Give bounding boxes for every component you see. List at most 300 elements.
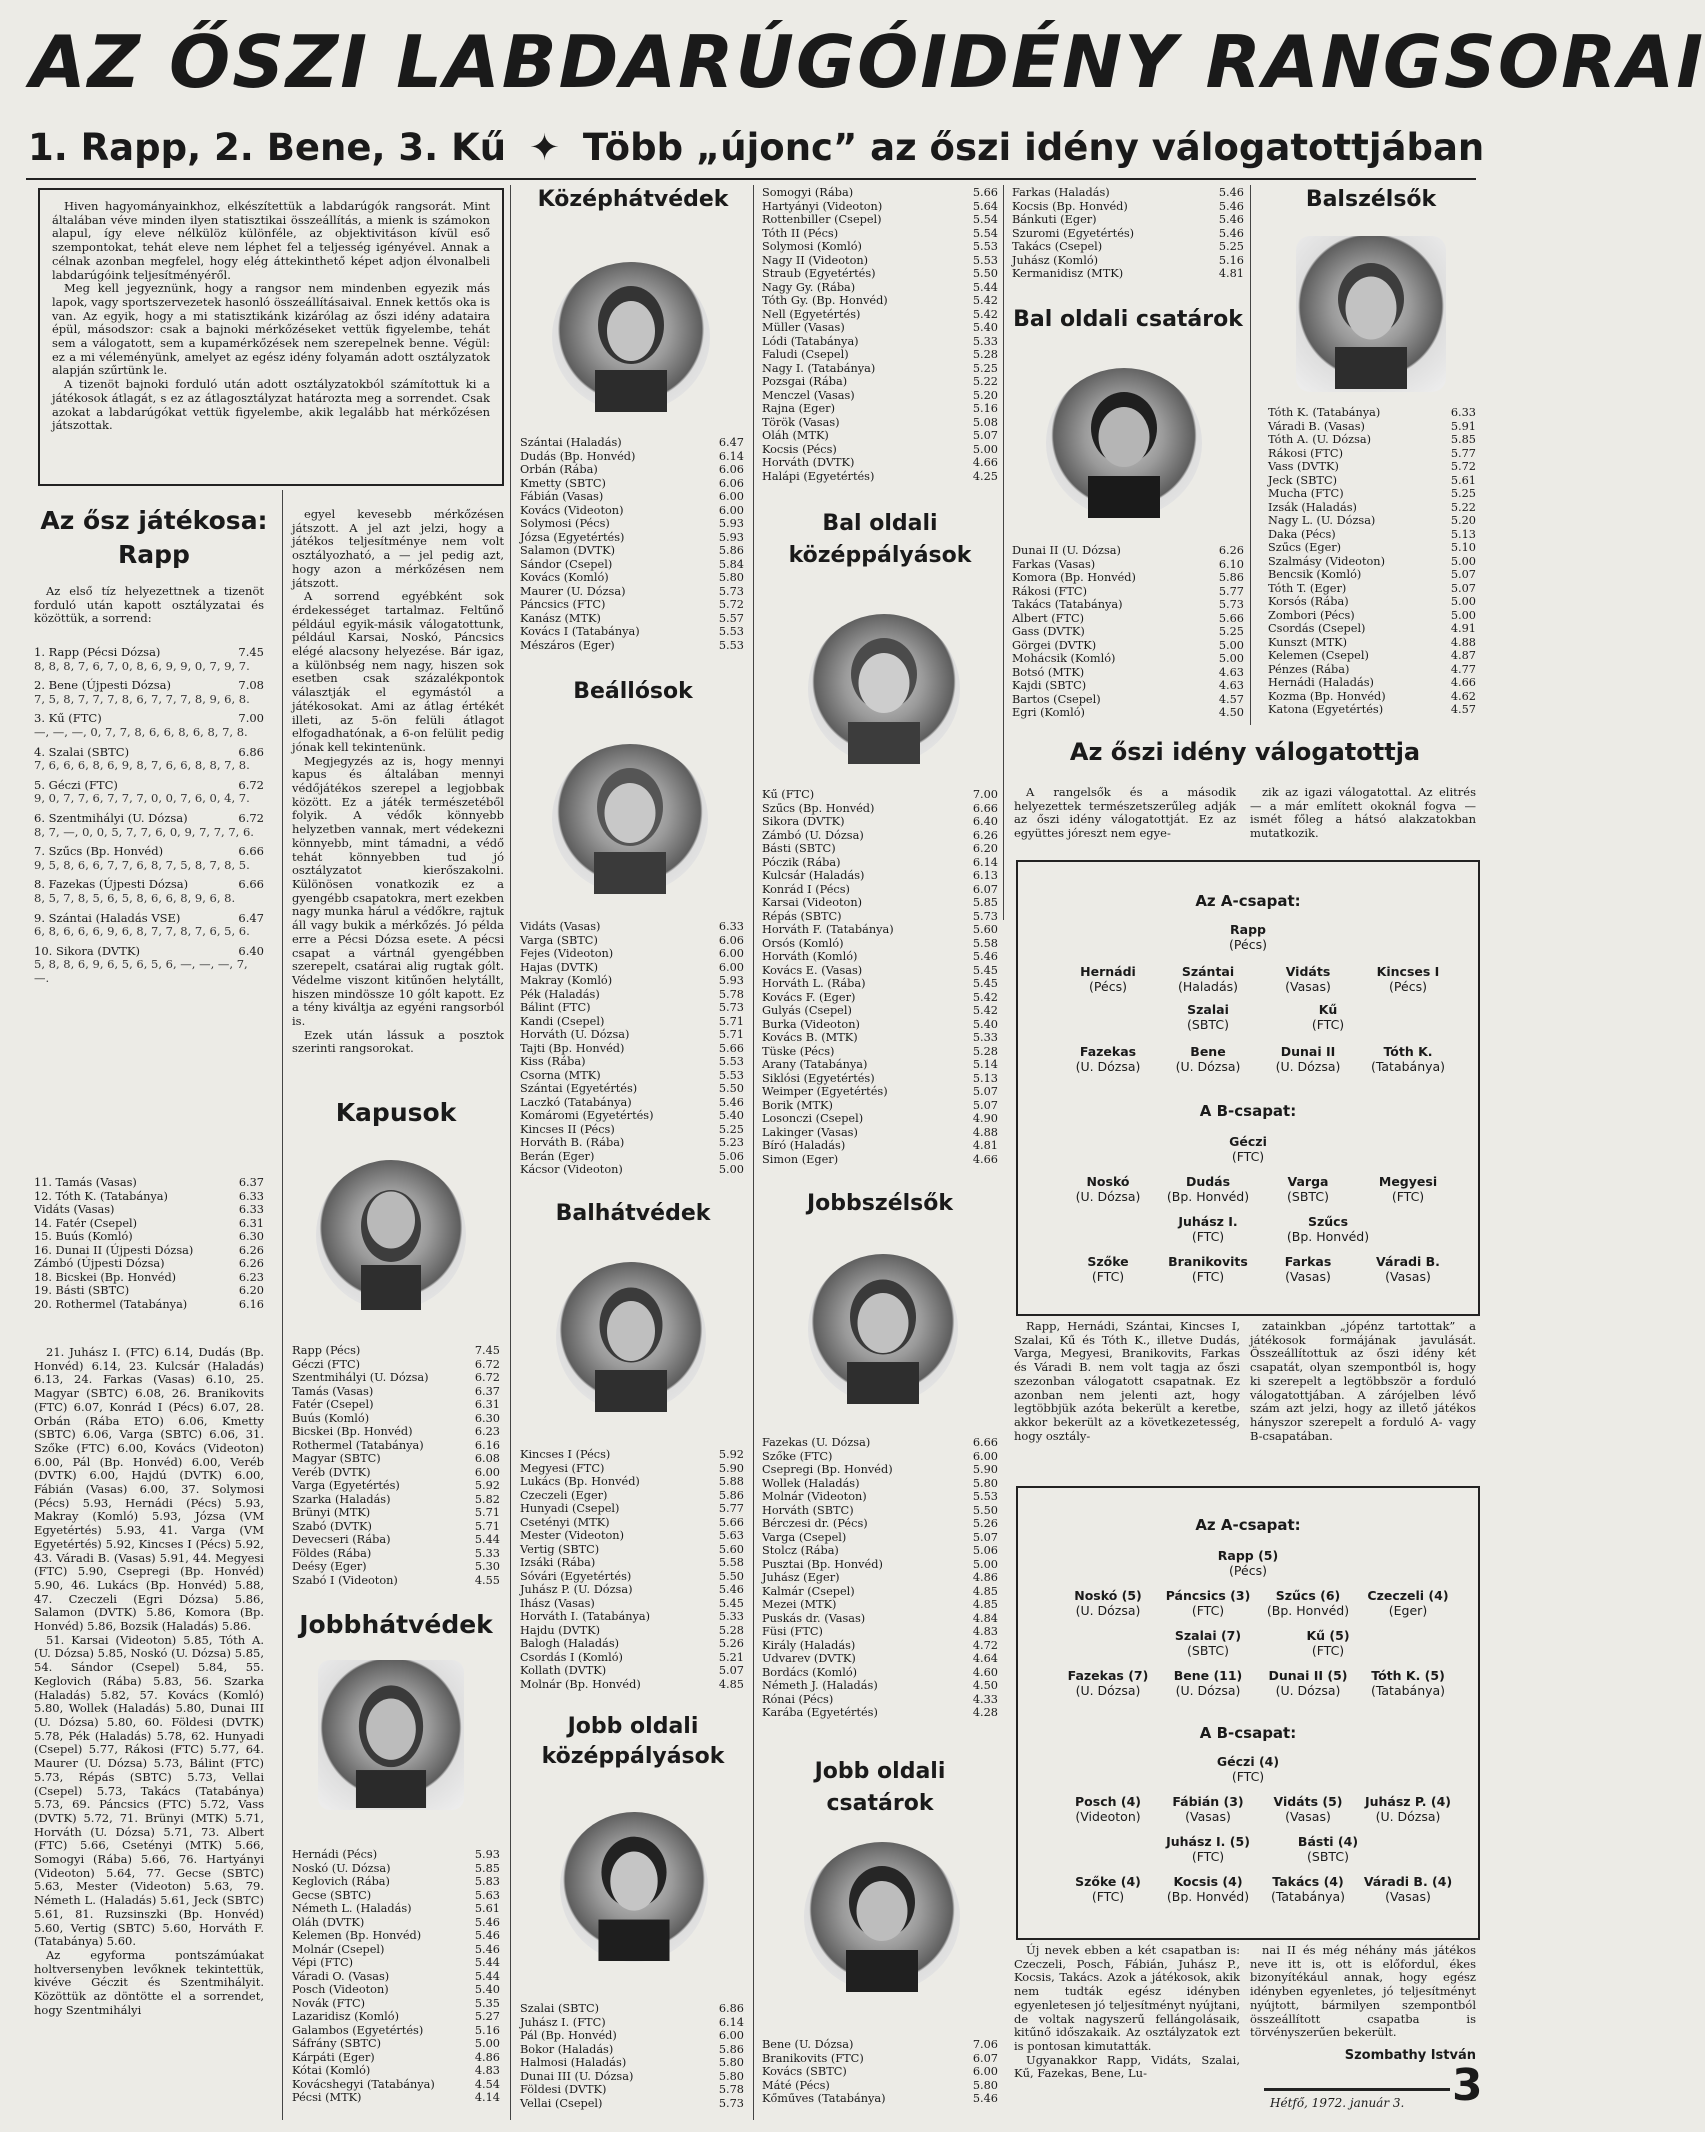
issue-date: Hétfő, 1972. január 3. (1270, 2096, 1405, 2110)
player-name: Fejes (Videoton) (520, 947, 614, 960)
list-row (292, 1574, 500, 1588)
player-score: 4.66 (972, 456, 998, 469)
list-row (520, 947, 744, 961)
player-name: Mucha (FTC) (1268, 487, 1344, 500)
player-score: 6.07 (972, 882, 998, 896)
column-rule (1250, 185, 1251, 725)
player-name: Halápi (Egyetértés) (762, 469, 875, 483)
ranking-score: 6.20 (238, 1284, 264, 1297)
player-score: 5.92 (474, 1479, 500, 1492)
player-name: Varga (SBTC) (520, 933, 598, 947)
list-row (762, 1490, 998, 1504)
player-score: 6.66 (972, 801, 998, 815)
player-score: 5.85 (474, 1861, 500, 1875)
col2-paragraph: Megjegyzés az is, hogy mennyi kapus és általában mennyi védőjátékos szerepel a legjobbak között. Ez a játék természetéből folyik. A védők könnyebb helyzetben vannak, mert védekezni könnyebb, mint támadni, a védő tehát könnyebben tud jó osztályzatot kierőszakolni. Különösen vonatkozik ez a gyengébb csapatokra, mert ezekben nagy munka hárul a védőkre, rajtuk áll vagy bukik a mérkőzés. Jó példa erre a Pécsi Dózsa esete. A pécsi csapat a vártnál gyengébben szerepelt, csatárai alig rugtak gólt. Védelme viszont kitűnően helytállt, hiszen mindössze 10 gólt kapott. Ez a tény kiváltja az egyéni rangsorból is. (292, 753, 504, 1029)
player-score: 5.42 (972, 307, 998, 321)
player-name: Salamon (DVTK) (520, 544, 616, 557)
list-row (520, 544, 744, 558)
player-score: 6.06 (718, 933, 744, 947)
player-name: Csorna (MTK) (520, 1068, 601, 1082)
player-score: 5.80 (718, 571, 744, 584)
list-row (762, 896, 998, 910)
player-name: Izsák (Haladás) (1268, 500, 1357, 514)
player-slot: Posch (4) (Videoton) (1075, 1794, 1141, 1824)
player-name: Varga (Csepel) (762, 1530, 847, 1544)
ranking-entry (34, 878, 264, 905)
ranking-row (34, 1217, 264, 1231)
player-score: 5.14 (972, 1058, 998, 1071)
list-row (1012, 240, 1244, 254)
player-slot: Páncsics (3) (FTC) (1165, 1588, 1251, 1618)
player-score: 5.07 (972, 1530, 998, 1544)
a-team-title-2: Az A-csapat: (1195, 1516, 1301, 1534)
list-row (762, 1679, 998, 1693)
player-name: Máté (Pécs) (762, 2078, 830, 2092)
header-rule (26, 178, 1476, 180)
player-name: Szabó I (Videoton) (292, 1573, 398, 1587)
list-row (292, 1916, 500, 1930)
player-score: 6.33 (718, 920, 744, 933)
player-score: 5.00 (972, 442, 998, 456)
player-name: Hunyadi (Csepel) (520, 1502, 620, 1515)
player-name: Farkas (Haladás) (1012, 186, 1110, 199)
list-row (1268, 447, 1476, 461)
player-name: Kárpáti (Eger) (292, 2050, 375, 2064)
player-name: Bálint (FTC) (520, 1001, 591, 1014)
list-row (292, 1889, 500, 1903)
player-score: 4.60 (972, 1665, 998, 1679)
player-score: 5.53 (972, 253, 998, 267)
player-name: Csordás (Csepel) (1268, 622, 1366, 635)
player-score: 5.23 (718, 1136, 744, 1149)
player-name: Kű (FTC) (762, 788, 815, 801)
player-score: 4.33 (972, 1692, 998, 1706)
ranking-tail-paragraph: 51. Karsai (Videoton) 5.85, Tóth A. (U. Dózsa) 5.85, Noskó (U. Dózsa) 5.85, 54. Sándor (Csepel) 5.84, 55. Keglovich (Rába) 5.83, 56. Szarka (Haladás) 5.82, 57. Kovács (Komló) 5.80, Wollek (Haladás) 5.80, Dunai III (U. Dózsa) 5.80, 60. Földesi (DVTK) 5.78, Pék (Haladás) 5.78, 62. Hunyadi (Csepel) 5.77, Rákosi (FTC) 5.77, 64. Maurer (U. Dózsa) 5.73, Bálint (FTC) 5.73, Répás (SBTC) 5.73, Vellai (Csepel) 5.73, Takács (Tatabánya) 5.73, 69. Páncsics (FTC) 5.72, Vass (DVTK) 5.72, 71. Brünyi (MTK) 5.71, Horváth (U. Dózsa) 5.71, 73. Albert (FTC) 5.66, Csetényi (MTK) 5.66, Somogyi (Rába) 5.66, 76. Hartyányi (Videoton) 5.64, 77. Gecse (SBTC) 5.63, Mester (Videoton) 5.63, 79. Németh L. (Haladás) 5.61, Jeck (SBTC) 5.61, 81. Ruzsinszki (Bp. Honvéd) 5.60, Vertig (SBTC) 5.60, Horváth F. (Tatabánya) 5.60. (34, 1632, 264, 1949)
player-name: Tóth A. (U. Dózsa) (1268, 433, 1372, 446)
player-score: 5.06 (972, 1544, 998, 1557)
player-of-season-name: Rapp (118, 540, 190, 569)
list-row (292, 1547, 500, 1561)
ranking-entry (34, 812, 264, 839)
player-score: 5.90 (972, 1463, 998, 1476)
photo-szantai (552, 262, 710, 412)
player-score: 5.44 (474, 1969, 500, 1983)
player-score: 5.71 (474, 1519, 500, 1533)
player-score: 5.72 (1450, 460, 1476, 473)
player-score: 5.86 (718, 1488, 744, 1502)
list-row (1012, 571, 1244, 585)
player-name: Tamás (Vasas) (292, 1384, 374, 1398)
list-row (292, 1848, 500, 1862)
list-row (520, 598, 744, 612)
player-slot: Varga (SBTC) (1287, 1174, 1329, 1204)
list-row (1268, 568, 1476, 582)
list-row (520, 531, 744, 545)
photo-szalai (560, 1812, 708, 1962)
ranking-series: 8, 8, 8, 7, 6, 7, 0, 8, 6, 9, 9, 0, 7, 9, 7. (34, 658, 250, 673)
player-name: Rottenbiller (Csepel) (762, 213, 882, 226)
list-row (520, 2070, 744, 2084)
ranking-score: 6.72 (238, 810, 264, 825)
player-score: 5.53 (972, 240, 998, 253)
player-score: 5.13 (972, 1071, 998, 1085)
player-score: 6.10 (1218, 557, 1244, 571)
player-name: Solymosi (Pécs) (520, 517, 610, 530)
player-slot: Kincses I (Pécs) (1376, 964, 1440, 994)
player-slot: Noskó (5) (U. Dózsa) (1074, 1588, 1142, 1618)
player-score: 5.00 (718, 1163, 744, 1176)
player-name: Nagy Gy. (Rába) (762, 280, 856, 294)
b-team-title: A B-csapat: (1199, 1102, 1297, 1120)
player-score: 5.54 (972, 226, 998, 240)
ranking-score: 6.26 (238, 1257, 264, 1270)
ranking-line (34, 712, 264, 726)
ranking-name: 9. Szántai (Haladás VSE) (34, 910, 181, 925)
player-score: 5.50 (972, 1503, 998, 1517)
player-slot: Hernádi (Pécs) (1080, 964, 1136, 994)
ranking-entry (34, 712, 264, 739)
list-row (762, 910, 998, 924)
player-score: 4.50 (972, 1679, 998, 1692)
list-row (762, 402, 998, 416)
ranking-row (34, 1230, 264, 1244)
player-score: 7.06 (972, 2038, 998, 2051)
player-score: 5.33 (718, 1610, 744, 1623)
player-name: Orsós (Komló) (762, 936, 844, 950)
player-score: 5.00 (972, 1557, 998, 1571)
player-name: Földesi (DVTK) (520, 2083, 607, 2096)
player-score: 5.46 (1218, 213, 1244, 226)
list-row (762, 2079, 998, 2093)
list-row (520, 1678, 744, 1692)
player-slot: Juhász P. (4) (U. Dózsa) (1364, 1794, 1452, 1824)
player-score: 5.88 (718, 1475, 744, 1488)
player-score: 5.53 (718, 1055, 744, 1068)
player-score: 5.85 (1450, 433, 1476, 446)
player-name: Oláh (MTK) (762, 429, 829, 442)
player-name: Maurer (U. Dózsa) (520, 584, 626, 598)
player-score: 5.46 (474, 1942, 500, 1956)
player-score: 6.06 (718, 463, 744, 476)
top-ten-ranking (34, 646, 264, 991)
player-score: 5.64 (972, 199, 998, 213)
player-score: 5.16 (972, 402, 998, 415)
player-name: Karába (Egyetértés) (762, 1706, 878, 1719)
player-name: Németh L. (Haladás) (292, 1902, 412, 1915)
player-slot: Szűcs (6) (Bp. Honvéd) (1266, 1588, 1350, 1618)
player-score: 5.44 (474, 1956, 500, 1969)
player-score: 5.22 (972, 375, 998, 388)
player-name: Korsós (Rába) (1268, 595, 1349, 608)
list-row (520, 988, 744, 1002)
list-row (292, 2078, 500, 2092)
list-row (762, 991, 998, 1005)
ranking-name: 12. Tóth K. (Tatabánya) (34, 1189, 168, 1203)
list-row (520, 450, 744, 464)
player-name: Török (Vasas) (762, 415, 840, 429)
player-name: Botsó (MTK) (1012, 665, 1085, 679)
player-score: 6.26 (1218, 544, 1244, 557)
subheadline-right: Több „újonc” az őszi idény válogatottjában (582, 126, 1485, 169)
player-score: 4.85 (718, 1677, 744, 1691)
player-score: 6.00 (972, 1449, 998, 1463)
list-row (1012, 666, 1244, 680)
list-row (520, 2043, 744, 2057)
player-score: 5.71 (718, 1014, 744, 1028)
player-name: Fatér (Csepel) (292, 1398, 374, 1411)
player-name: Ihász (Vasas) (520, 1596, 595, 1610)
photo-toth-k (1296, 236, 1446, 392)
player-name: Gass (DVTK) (1012, 625, 1085, 638)
player-name: Makray (Komló) (520, 974, 613, 987)
player-score: 5.07 (972, 1085, 998, 1098)
player-name: Zombori (Pécs) (1268, 608, 1355, 622)
ranking-name: 8. Fazekas (Újpesti Dózsa) (34, 877, 189, 892)
player-score: 4.57 (1218, 692, 1244, 706)
player-score: 6.14 (718, 449, 744, 463)
player-score: 5.28 (972, 1044, 998, 1058)
player-name: Kocsis (Pécs) (762, 442, 837, 456)
player-slot: Básti (4) (SBTC) (1297, 1834, 1359, 1864)
player-score: 5.45 (718, 1596, 744, 1610)
player-name: Kollath (DVTK) (520, 1664, 607, 1677)
list-row (762, 2065, 998, 2079)
player-score: 4.90 (972, 1112, 998, 1125)
player-score: 5.26 (718, 1637, 744, 1650)
player-name: Horváth (Komló) (762, 950, 858, 963)
list-row (762, 788, 998, 802)
player-name: Gecse (SBTC) (292, 1888, 372, 1902)
player-name: Váradi B. (Vasas) (1268, 419, 1365, 433)
ranking-row (34, 1271, 264, 1285)
player-score: 5.77 (1218, 584, 1244, 598)
list-row (1012, 267, 1244, 281)
player-name: Burka (Videoton) (762, 1017, 860, 1031)
player-score: 6.00 (474, 1465, 500, 1479)
player-score: 5.25 (718, 1122, 744, 1136)
player-score: 5.46 (474, 1929, 500, 1942)
list-row (762, 1706, 998, 1720)
player-name: Stolcz (Rába) (762, 1544, 839, 1557)
ranking-name: 7. Szűcs (Bp. Honvéd) (34, 844, 164, 859)
col2-article (292, 508, 504, 1056)
list-row (762, 1693, 998, 1707)
player-score: 5.35 (474, 1996, 500, 2010)
player-score: 5.00 (1450, 595, 1476, 608)
list-row (762, 1625, 998, 1639)
b-team-title-2: A B-csapat: (1199, 1724, 1297, 1742)
valogatott-text-left (1014, 786, 1236, 841)
ranking-name: Vidáts (Vasas) (34, 1203, 115, 1216)
a-team-title: Az A-csapat: (1195, 892, 1301, 910)
list-row (520, 2056, 744, 2070)
ranking-series: 8, 7, —, 0, 0, 5, 7, 7, 6, 0, 9, 7, 7, 7, 6. (34, 824, 254, 839)
player-score: 4.63 (1218, 665, 1244, 679)
player-score: 4.77 (1450, 662, 1476, 676)
ranking-score: 6.66 (238, 877, 264, 892)
player-score: 6.08 (474, 1452, 500, 1465)
player-name: Bordács (Komló) (762, 1665, 858, 1679)
star-icon: ✦ (528, 126, 560, 169)
list-row (1012, 213, 1244, 227)
player-name: Karsai (Videoton) (762, 896, 863, 909)
list-row (1012, 706, 1244, 720)
player-score: 6.20 (972, 842, 998, 855)
ranking-name: 16. Dunai II (Újpesti Dózsa) (34, 1243, 194, 1257)
player-name: Horváth (SBTC) (762, 1503, 854, 1517)
player-name: Kovács F. (Eger) (762, 990, 856, 1004)
player-name: Kanász (MTK) (520, 611, 601, 625)
ranking-score: 6.47 (238, 910, 264, 925)
list-row (292, 2051, 500, 2065)
jobbszelsok-heading: Jobbszélsők (807, 1191, 953, 1216)
list-row (520, 1015, 744, 1029)
list-row (762, 1004, 998, 1018)
list-row (520, 934, 744, 948)
player-score: 6.00 (718, 960, 744, 974)
ranking-line (34, 746, 264, 760)
player-slot: Fábián (3) (Vasas) (1172, 1794, 1244, 1824)
player-score: 4.86 (972, 1571, 998, 1584)
player-score: 5.13 (1450, 527, 1476, 541)
player-score: 5.20 (1450, 514, 1476, 527)
photo-ku (808, 614, 960, 764)
ranking-line (34, 945, 264, 959)
list-row (520, 1637, 744, 1651)
player-name: Wollek (Haladás) (762, 1476, 860, 1490)
player-name: Laczkó (Tatabánya) (520, 1095, 632, 1109)
list-row (520, 920, 744, 934)
list-row (1012, 254, 1244, 268)
player-name: Kermanidisz (MTK) (1012, 267, 1124, 280)
list-row (762, 308, 998, 322)
player-name: Berán (Eger) (520, 1149, 595, 1163)
player-name: Horváth F. (Tatabánya) (762, 923, 894, 936)
player-score: 4.81 (1218, 267, 1244, 280)
list-row (762, 1504, 998, 1518)
player-score: 5.73 (718, 584, 744, 598)
list-row (1268, 501, 1476, 515)
player-name: Kőműves (Tatabánya) (762, 2092, 886, 2105)
player-score: 6.86 (718, 2002, 744, 2015)
kozephatvedek-heading: Középhátvédek (537, 187, 729, 212)
player-slot: Kű (FTC) (1311, 1002, 1345, 1032)
player-score: 5.80 (718, 2069, 744, 2083)
list-row (520, 1664, 744, 1678)
list-row (520, 2097, 744, 2111)
list-row (292, 1929, 500, 1943)
player-score: 5.85 (972, 896, 998, 909)
ranking-score: 6.16 (238, 1297, 264, 1311)
player-name: Megyesi (FTC) (520, 1461, 605, 1475)
player-name: Tüske (Pécs) (762, 1044, 835, 1058)
player-name: Czeczeli (Eger) (520, 1488, 608, 1502)
col2-paragraph: Ezek után lássuk a posztok szerinti rangsorokat. (292, 1027, 504, 1056)
player-score: 5.25 (1218, 625, 1244, 638)
player-score: 5.16 (1218, 253, 1244, 267)
player-score: 5.46 (972, 950, 998, 963)
player-name: Hajdu (DVTK) (520, 1623, 600, 1637)
player-name: Szántai (Egyetértés) (520, 1082, 638, 1095)
player-score: 5.63 (474, 1888, 500, 1902)
player-name: Fábián (Vasas) (520, 490, 604, 503)
player-score: 4.63 (1218, 679, 1244, 692)
player-score: 5.28 (972, 348, 998, 361)
col2-paragraph: egyel kevesebb mérkőzésen játszott. A jel azt jelzi, hogy a játékos teljesítménye nem volt osztályozható, a — jel pedig azt, hogy azon a mérkőzésen nem játszott. (292, 507, 504, 590)
ranking-entry (34, 679, 264, 706)
ranking-entry (34, 912, 264, 939)
player-name: Weimper (Egyetértés) (762, 1085, 888, 1098)
player-score: 5.54 (972, 213, 998, 226)
player-name: Mezei (MTK) (762, 1598, 837, 1611)
player-score: 4.66 (1450, 676, 1476, 689)
player-score: 5.00 (1450, 554, 1476, 568)
player-name: Tajti (Bp. Honvéd) (520, 1041, 625, 1055)
player-slot: Dunai II (U. Dózsa) (1275, 1044, 1341, 1074)
player-name: Szűcs (Bp. Honvéd) (762, 801, 875, 815)
list-row (520, 1109, 744, 1123)
player-score: 5.20 (972, 388, 998, 402)
player-name: Konrád I (Pécs) (762, 882, 850, 896)
list-row (520, 2083, 744, 2097)
jobb-csatarok-list (762, 2038, 998, 2106)
ranking-score: 6.33 (238, 1189, 264, 1203)
list-row (520, 1462, 744, 1476)
player-score: 5.33 (474, 1546, 500, 1560)
list-row (762, 389, 998, 403)
closing-text-left (1014, 1944, 1240, 2081)
player-score: 5.21 (718, 1650, 744, 1664)
player-score: 5.80 (972, 2078, 998, 2092)
list-row (520, 1624, 744, 1638)
player-name: Kovács (Videoton) (520, 503, 624, 517)
player-score: 5.50 (972, 267, 998, 280)
list-row (520, 1069, 744, 1083)
list-row (762, 1598, 998, 1612)
player-name: Kajdi (SBTC) (1012, 679, 1087, 692)
player-score: 6.00 (718, 490, 744, 503)
footer-rule (1264, 2088, 1450, 2091)
list-row (292, 2010, 500, 2024)
player-score: 5.66 (972, 186, 998, 199)
player-name: Kovácshegyi (Tatabánya) (292, 2077, 435, 2091)
player-name: Pusztai (Bp. Honvéd) (762, 1557, 883, 1571)
player-name: Pál (Bp. Honvéd) (520, 2029, 617, 2042)
ranking-name: 6. Szentmihályi (U. Dózsa) (34, 810, 188, 825)
player-score: 5.40 (474, 1983, 500, 1996)
player-score: 6.30 (474, 1411, 500, 1425)
list-row (1268, 433, 1476, 447)
list-row (292, 1875, 500, 1889)
list-row (762, 1139, 998, 1153)
player-name: Kovács (Komló) (520, 571, 609, 584)
player-name: Dunai III (U. Dózsa) (520, 2069, 634, 2083)
player-name: Csepregi (Bp. Honvéd) (762, 1463, 893, 1476)
list-row (292, 1943, 500, 1957)
player-name: Komora (Bp. Honvéd) (1012, 571, 1136, 584)
ranking-score: 6.86 (238, 744, 264, 759)
player-name: Kalmár (Csepel) (762, 1584, 855, 1598)
list-row (762, 1018, 998, 1032)
list-row (1012, 639, 1244, 653)
player-name: Takács (Csepel) (1012, 240, 1103, 253)
list-row (762, 977, 998, 991)
ranking-series: 7, 6, 6, 6, 8, 6, 9, 8, 7, 6, 6, 8, 8, 7, 8. (34, 758, 250, 773)
player-name: Lazaridisz (Komló) (292, 2010, 400, 2023)
player-score: 5.22 (1450, 500, 1476, 514)
col2-paragraph: A sorrend egyébként sok érdekességet tartalmaz. Feltűnő például egyik-másik válogatottunk, például Karsai, Noskó, Páncsics elégé alacsony helyezése. Bár igaz, a különbség nem nagy, hiszen sok esetben csak százalékpontok választják el egymástól a játékosokat. Ami az átlag értékét illeti, az 5-ön felüli átlagot elfogadhatónak, a 6-on felülit pedig jónak kell tekintenünk. (292, 589, 504, 754)
player-score: 5.61 (1450, 473, 1476, 487)
